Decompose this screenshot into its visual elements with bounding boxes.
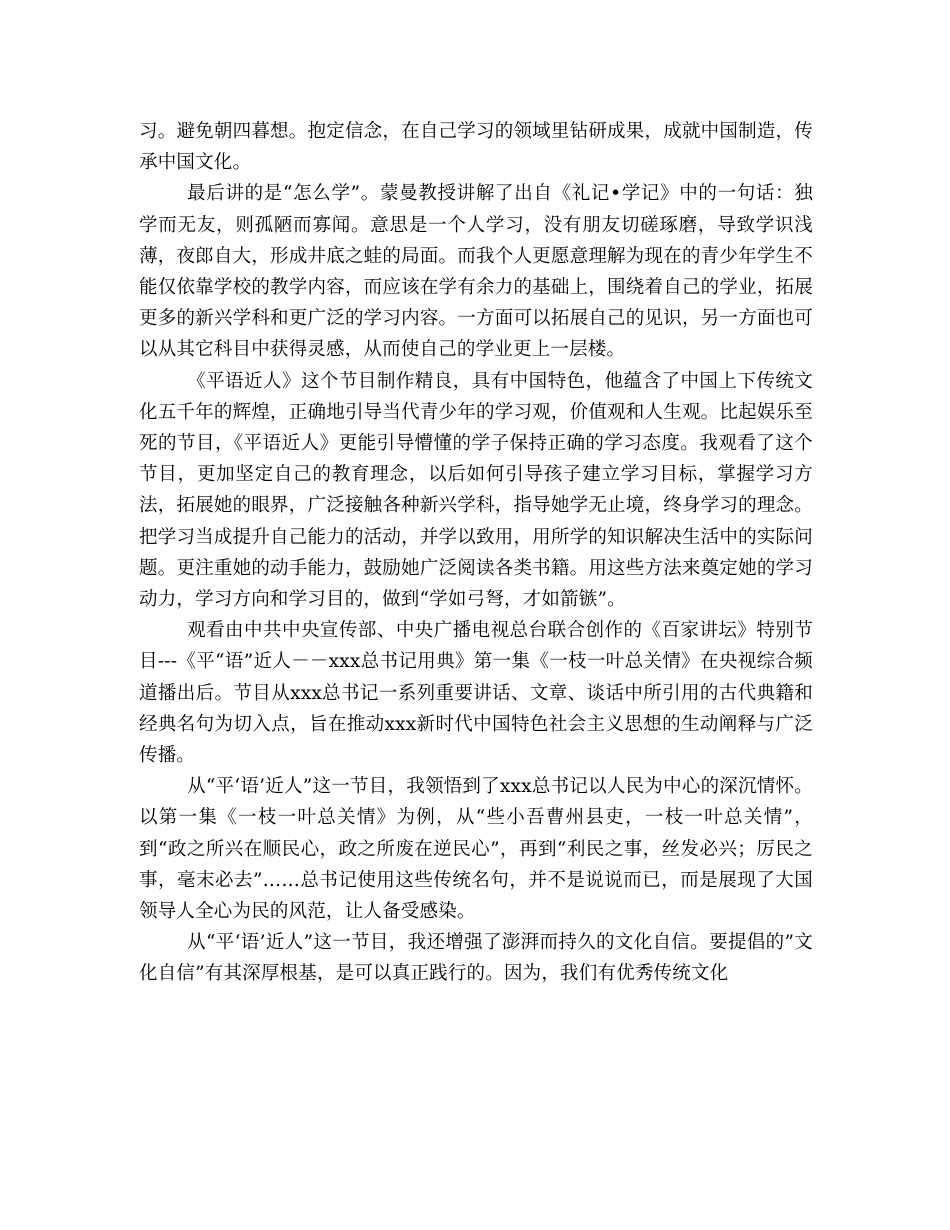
paragraph-cultural-confidence: 从“平‘语’近人”这一节目，我还增强了澎湃而持久的文化自信。要提倡的”文化自信”有其深厚根基，是可以真正践行的。因为，我们有优秀传统文化 [139,932,813,985]
paragraph-program-review: 《平语近人》这个节目制作精良，具有中国特色，他蕴含了中国上下传统文化五千年的辉煌，正确地引导当代青少年的学习观，价值观和人生观。比起娱乐至死的节目，《平语近人》更能引导懵懂的学子保持正确的学习态度。我观看了这个节目，更加坚定自己的教育理念，以后如何引导孩子建立学习目标，掌握学习方法，拓展她的眼界，广泛接触各种新兴学科，指导她学无止境，终身学习的理念。把学习当成提升自己能力的活动，并学以致用，用所学的知识解决生活中的实际问题。更注重她的动手能力，鼓励她广泛阅读各类书籍。用这些方法来奠定她的学习动力，学习方向和学习目的，做到“学如弓弩，才如箭镞”。 [139,370,813,611]
paragraph-people-centered: 从“平‘语’近人”这一节目，我领悟到了xxx总书记以人民为中心的深沉情怀。以第一集《一枝一叶总关情》为例，从“些小吾曹州县吏，一枝一叶总关情”，到“政之所兴在顺民心，政之所废在逆民心”，再到“利民之事，丝发必兴；厉民之事，毫末必去”……总书记使用这些传统名句，并不是说说而已，而是展现了大国领导人全心为民的风范，让人备受感染。 [139,776,813,923]
paragraph-program-intro: 观看由中共中央宣传部、中央广播电视总台联合创作的《百家讲坛》特别节目---《平“语”近人－－xxx总书记用典》第一集《一枝一叶总关情》在央视综合频道播出后。节目从xxx总书记一系列重要讲话、文章、谈话中所引用的古代典籍和经典名句为切入点，旨在推动xxx新时代中国特色社会主义思想的生动阐释与广泛传播。 [139,620,813,767]
paragraph-how-to-learn: 最后讲的是“怎么学”。蒙曼教授讲解了出自《礼记•学记》中的一句话：独学而无友，则孤陋而寡闻。意思是一个人学习，没有朋友切磋琢磨，导致学识浅薄，夜郎自大，形成井底之蛙的局面。而我个人更愿意理解为现在的青少年学生不能仅依靠学校的教学内容，而应该在学有余力的基础上，围绕着自己的学业，拓展更多的新兴学科和更广泛的学习内容。一方面可以拓展自己的见识，另一方面也可以从其它科目中获得灵感，从而使自己的学业更上一层楼。 [139,183,813,361]
paragraph-continuation: 习。避免朝四暮想。抱定信念，在自己学习的领域里钻研成果，成就中国制造，传承中国文化。 [139,121,813,174]
document-body [139,116,813,990]
